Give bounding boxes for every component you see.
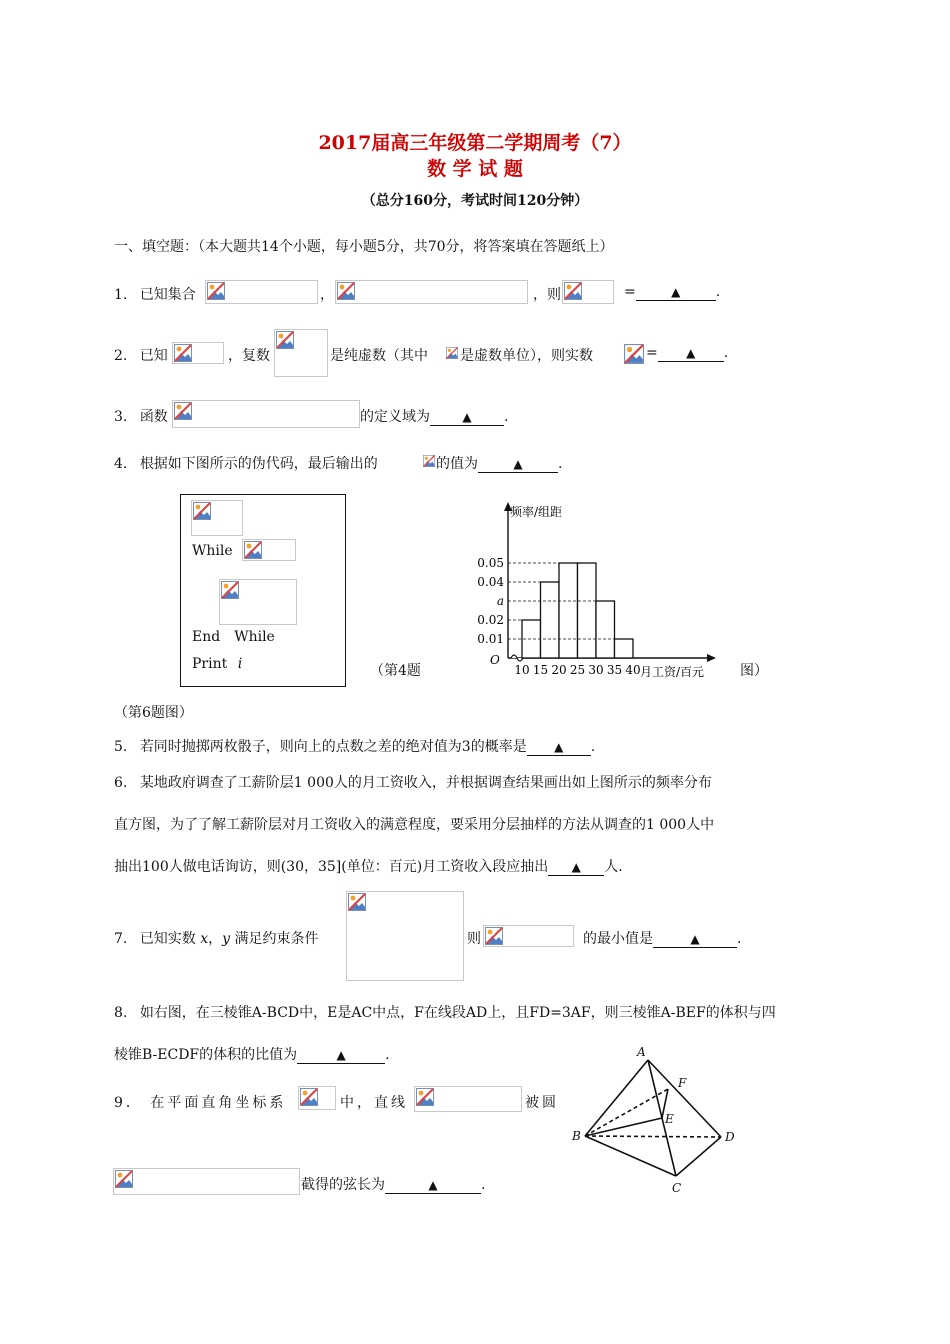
edge-BC — [585, 1136, 676, 1176]
broken-image-icon — [174, 402, 192, 420]
x-tick-label: 10 — [514, 663, 530, 677]
answer-blank: ▲ — [653, 931, 737, 948]
histogram-bar — [559, 563, 578, 658]
question-1 — [114, 284, 196, 304]
question-number: 4. — [114, 456, 128, 472]
exam-meta: （总分160分，考试时间120分钟） — [361, 193, 589, 209]
question-9: 9． 在平面直角坐标系 — [114, 1095, 287, 1111]
question-text: 则 — [467, 931, 481, 947]
figure-caption-4: （第4题 — [370, 663, 421, 679]
y-tick-label: 0.02 — [477, 613, 504, 627]
answer-line: = ▲ . — [646, 345, 729, 361]
question-text: 根据如下图所示的伪代码，最后输出的 — [139, 456, 378, 472]
formula-image — [414, 1086, 522, 1112]
vertex-label: F — [678, 1076, 687, 1090]
answer-line: = ▲ . — [624, 284, 721, 300]
x-tick-label: 30 — [588, 663, 604, 677]
origin-label: O — [490, 653, 500, 667]
formula-image — [191, 500, 243, 536]
exam-subtitle: 数 学 试 题 — [427, 158, 523, 180]
y-axis-label: 频率/组距 — [510, 505, 563, 519]
y-tick-label: 0.04 — [477, 575, 504, 589]
question-7: 7. 已知实数 x，y 满足约束条件 — [114, 931, 319, 947]
edge-BD-hidden — [585, 1136, 721, 1137]
histogram-bar — [596, 601, 615, 658]
question-text: 是纯虚数（其中 — [330, 348, 428, 364]
broken-image-icon — [244, 541, 262, 559]
question-text: 被圆 — [525, 1095, 559, 1111]
pseudo-code-box — [180, 494, 346, 687]
broken-image-icon — [300, 1088, 318, 1106]
question-text: 中，直线 — [340, 1095, 408, 1111]
edge-CD — [676, 1137, 721, 1176]
y-tick-label: a — [496, 594, 504, 608]
x-tick-label: 40 — [625, 663, 641, 677]
question-text: 若同时抛掷两枚骰子，则向上的点数之差的绝对值为3的概率是 — [139, 739, 527, 755]
formula-image — [335, 280, 528, 304]
x-tick-label: 15 — [532, 663, 549, 677]
question-6 — [114, 772, 712, 792]
answer-blank: ▲ — [527, 739, 591, 756]
formula-image — [483, 925, 574, 947]
formula-image — [274, 329, 328, 377]
question-text: 直方图，为了了解工薪阶层对月工资收入的满意程度，要采用分层抽样的方法从调查的1 000人中 — [114, 817, 715, 833]
question-number: 5. — [114, 739, 128, 755]
answer-blank: ▲ — [297, 1047, 385, 1064]
edge-AD — [648, 1060, 721, 1137]
question-number: 3. — [114, 409, 128, 425]
axis-break — [511, 655, 523, 661]
formula-image — [298, 1086, 336, 1110]
answer-line: 截得的弦长为 ▲ . — [301, 1177, 486, 1193]
y-tick-label: 0.01 — [477, 632, 504, 646]
formula-image — [172, 342, 224, 364]
edge-AB — [585, 1060, 648, 1136]
answer-line: 的值为 ▲ . — [436, 456, 563, 472]
vertex-label: D — [725, 1130, 735, 1144]
vertex-label: A — [637, 1045, 646, 1059]
question-number: 7. — [114, 931, 128, 947]
answer-line: 的定义域为 ▲ . — [360, 409, 509, 425]
broken-image-icon — [207, 282, 225, 300]
formula-image — [113, 1168, 300, 1195]
answer-blank: ▲ — [478, 456, 558, 473]
question-number: 2. — [114, 348, 128, 364]
question-number: 9． — [114, 1095, 143, 1111]
question-text: 某地政府调查了工薪阶层1 000人的月工资收入，并根据调查结果画出如上图所示的频率分布 — [139, 775, 712, 791]
question-4 — [114, 453, 378, 473]
edge-BF-hidden — [585, 1089, 668, 1136]
broken-image-icon — [423, 452, 435, 470]
question-8 — [114, 1002, 776, 1022]
formula-image — [562, 280, 614, 304]
histogram-bar — [578, 563, 597, 658]
answer-blank: ▲ — [548, 859, 604, 876]
answer-blank: ▲ — [658, 345, 724, 362]
vertex-label: E — [665, 1112, 674, 1126]
question-text: 如右图，在三棱锥A-BCD中，E是AC中点，F在线段AD上，且FD=3AF，则三棱锥A-BEF的体积与四 — [139, 1005, 776, 1021]
broken-image-icon — [446, 344, 458, 362]
broken-image-icon — [115, 1170, 133, 1188]
answer-line: 的最小值是 ▲ . — [583, 931, 742, 947]
code-print: Print i — [192, 656, 243, 672]
question-text: 已知集合 — [139, 287, 196, 303]
formula-image — [242, 539, 296, 561]
question-number: 6. — [114, 775, 128, 791]
question-text: ， — [320, 287, 334, 303]
broken-image-icon — [337, 282, 355, 300]
formula-image — [172, 400, 360, 428]
exam-title: 2017届高三年级第二学期周考（7） — [318, 132, 632, 154]
question-number: 8. — [114, 1005, 128, 1021]
answer-blank: ▲ — [636, 284, 716, 301]
formula-image — [219, 579, 297, 625]
question-text: 函数 — [139, 409, 168, 425]
code-end-while: End While — [192, 629, 275, 645]
broken-image-icon — [485, 927, 503, 945]
question-5: 5. 若同时抛掷两枚骰子，则向上的点数之差的绝对值为3的概率是 ▲ . — [114, 739, 596, 755]
vertex-label: B — [572, 1129, 581, 1143]
broken-image-icon — [564, 282, 582, 300]
formula-image — [423, 452, 435, 470]
question-text: 棱锥B-ECDF的体积的比值为 ▲ . — [114, 1047, 390, 1063]
question-text: 抽出100人做电话询访，则(30，35](单位：百元)月工资收入段应抽出 ▲ 人. — [114, 859, 623, 875]
answer-blank: ▲ — [385, 1177, 481, 1194]
pyramid-figure — [565, 1040, 755, 1200]
question-text: 已知 — [139, 348, 168, 364]
formula-image — [346, 891, 464, 981]
broken-image-icon — [276, 331, 294, 349]
figure-caption-tail: 图） — [740, 663, 768, 679]
question-2 — [114, 345, 168, 365]
section-heading: 一、填空题：（本大题共14个小题，每小题5分，共70分，将答案填在答题纸上） — [114, 239, 614, 255]
x-tick-label: 20 — [551, 663, 567, 677]
question-number: 1. — [114, 287, 128, 303]
formula-image — [624, 344, 646, 364]
question-3 — [114, 406, 168, 426]
broken-image-icon — [221, 581, 239, 599]
answer-blank: ▲ — [430, 409, 504, 426]
x-axis-label: 月工资/百元 — [640, 665, 705, 679]
formula-image — [446, 344, 458, 362]
x-tick-label: 35 — [606, 663, 623, 677]
histogram-bar — [615, 639, 634, 658]
broken-image-icon — [624, 344, 644, 364]
broken-image-icon — [348, 893, 366, 911]
question-text: ，复数 — [228, 348, 270, 364]
question-text: ，则 — [533, 287, 561, 303]
edge-BE — [585, 1118, 662, 1136]
code-while: While — [192, 543, 233, 559]
x-axis-arrow — [707, 654, 716, 662]
question-text: 是虚数单位），则实数 — [460, 348, 593, 364]
broken-image-icon — [416, 1088, 434, 1106]
figure-caption-6: （第6题图） — [114, 705, 193, 721]
x-tick-label: 25 — [569, 663, 586, 677]
formula-image — [205, 280, 318, 304]
broken-image-icon — [193, 502, 211, 520]
broken-image-icon — [174, 344, 192, 362]
histogram-bar — [541, 582, 560, 658]
vertex-label: C — [672, 1181, 682, 1195]
y-tick-label: 0.05 — [477, 556, 504, 570]
frequency-histogram — [470, 498, 770, 683]
